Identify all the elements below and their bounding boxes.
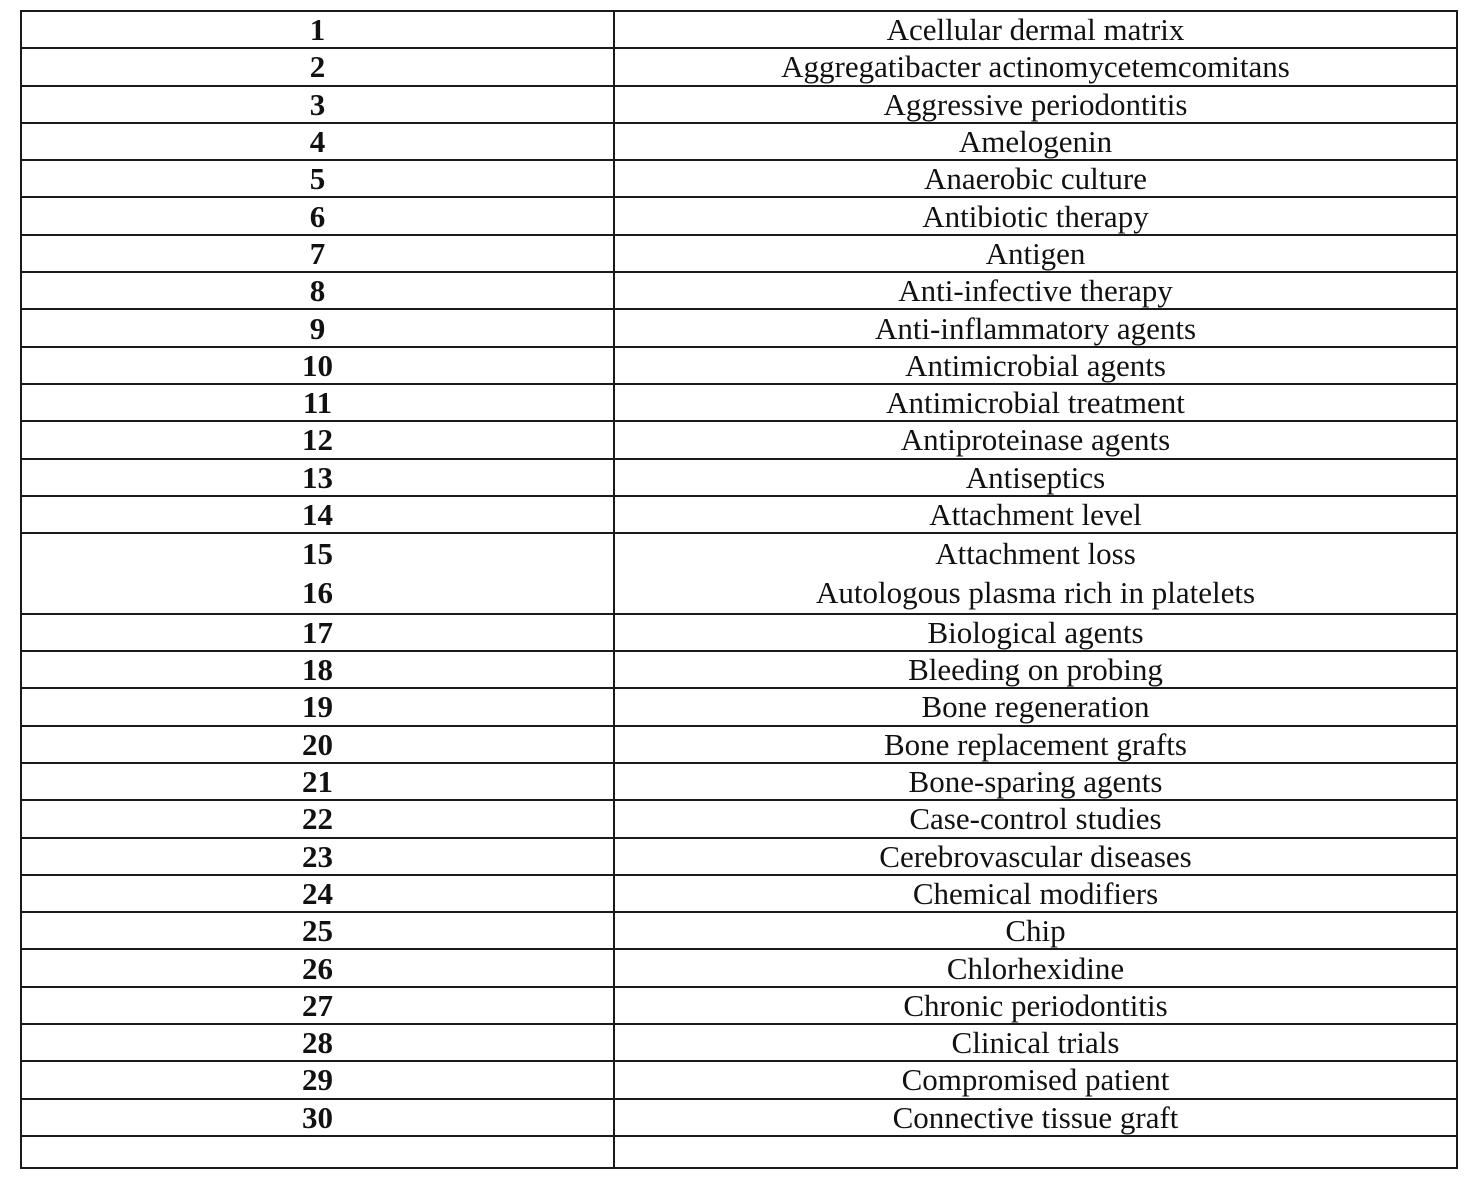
row-number-cell [21, 459, 614, 496]
row-number: 1 [309, 12, 326, 48]
row-number-cell [21, 614, 614, 651]
row-number: 16 [302, 575, 333, 611]
row-number: 9 [309, 310, 326, 346]
table-row [21, 688, 1457, 725]
term-cell [614, 459, 1457, 496]
term-text: Aggregatibacter actinomycetemcomitans [781, 49, 1290, 85]
row-number-cell [21, 11, 614, 48]
row-number: 27 [302, 987, 333, 1023]
term-text: Connective tissue graft [892, 1099, 1179, 1135]
row-number: 20 [302, 726, 333, 762]
terms-table-merged-body [21, 533, 1457, 614]
term-cell [614, 160, 1457, 197]
table-row [21, 11, 1457, 48]
row-number-cell [21, 912, 614, 949]
row-number-cell [21, 726, 614, 763]
term-cell [614, 688, 1457, 725]
row-number-cell [21, 1061, 614, 1098]
row-number: 8 [309, 273, 326, 309]
table-row [21, 421, 1457, 458]
terms-table-cut-body [21, 1136, 1457, 1168]
term-cell [614, 421, 1457, 458]
term-cell [614, 838, 1457, 875]
terms-table-body-lower [21, 614, 1457, 1136]
table-row [21, 838, 1457, 875]
row-number-cell [21, 496, 614, 533]
term-text: Clinical trials [951, 1025, 1120, 1061]
term-text: Autologous plasma rich in platelets [815, 575, 1256, 611]
row-number-cell [21, 160, 614, 197]
terms-table-body [21, 11, 1457, 533]
term-cell [614, 123, 1457, 160]
table-row [21, 123, 1457, 160]
term-cell [614, 949, 1457, 986]
term-text: Amelogenin [958, 124, 1113, 160]
term-cell [614, 763, 1457, 800]
term-text: Anti-infective therapy [898, 273, 1173, 309]
table-row [21, 912, 1457, 949]
table-row [21, 614, 1457, 651]
term-text: Bone regeneration [921, 689, 1150, 725]
row-number: 6 [309, 198, 326, 234]
table-row [21, 384, 1457, 421]
term-cell [614, 384, 1457, 421]
row-number: 18 [302, 652, 333, 688]
term-text: Antiproteinase agents [900, 422, 1171, 458]
table-row [21, 1061, 1457, 1098]
term-text: Chemical modifiers [912, 875, 1159, 911]
table-row [21, 272, 1457, 309]
row-number: 10 [302, 347, 333, 383]
term-text: Antibiotic therapy [922, 198, 1149, 234]
term-cell [614, 651, 1457, 688]
term-cell [614, 726, 1457, 763]
term-cell [614, 11, 1457, 48]
row-number: 26 [302, 950, 333, 986]
term-cell [614, 48, 1457, 85]
term-cell [614, 1061, 1457, 1098]
row-number: 11 [302, 385, 333, 421]
term-text: Compromised patient [901, 1062, 1170, 1098]
row-number-cell [21, 86, 614, 123]
row-number: 15 [302, 536, 333, 572]
term-text: Bone-sparing agents [908, 764, 1163, 800]
row-number: 12 [302, 422, 333, 458]
table-row [21, 48, 1457, 85]
row-number: 17 [302, 614, 333, 650]
table-row-merged [21, 533, 1457, 614]
term-text: Antimicrobial treatment [886, 385, 1185, 421]
term-cell [614, 533, 1457, 614]
table-row [21, 875, 1457, 912]
table-row [21, 309, 1457, 346]
term-cell [614, 309, 1457, 346]
term-text: Antiseptics [965, 459, 1106, 495]
term-cell [614, 1136, 1457, 1168]
term-text: Anti-inflammatory agents [874, 310, 1197, 346]
table-row [21, 496, 1457, 533]
table-row [21, 1099, 1457, 1136]
row-number: 7 [309, 235, 326, 271]
table-row [21, 949, 1457, 986]
term-text: Aggressive periodontitis [883, 86, 1188, 122]
term-text: Cerebrovascular diseases [879, 838, 1192, 874]
row-number: 2 [309, 49, 326, 85]
term-text: Chronic periodontitis [903, 987, 1168, 1023]
row-number: 3 [309, 86, 326, 122]
terms-table-container [20, 10, 1456, 1169]
row-number-cell [21, 688, 614, 725]
term-text: Anaerobic culture [924, 161, 1147, 197]
term-text: Case-control studies [909, 801, 1162, 837]
table-row [21, 800, 1457, 837]
terms-table [20, 10, 1458, 1169]
term-text: Bone replacement grafts [884, 726, 1187, 762]
row-number: 28 [302, 1025, 333, 1061]
row-number: 29 [302, 1062, 333, 1098]
term-cell [614, 197, 1457, 234]
term-cell [614, 496, 1457, 533]
row-number-cell [21, 1024, 614, 1061]
row-number-cell [21, 123, 614, 160]
row-number: 14 [302, 497, 333, 532]
term-text: Biological agents [927, 614, 1144, 650]
row-number-cell [21, 48, 614, 85]
row-number: 19 [302, 689, 333, 725]
row-number-cell [21, 235, 614, 272]
row-number-cell [21, 875, 614, 912]
term-text: Antimicrobial agents [905, 347, 1166, 383]
term-cell [614, 347, 1457, 384]
table-row [21, 987, 1457, 1024]
term-text: Antigen [985, 235, 1086, 271]
row-number-cell [21, 309, 614, 346]
table-row [21, 726, 1457, 763]
row-number: 13 [302, 459, 333, 495]
table-row [21, 197, 1457, 234]
row-number: 22 [302, 801, 333, 837]
row-number-cell [21, 1136, 614, 1168]
table-row [21, 651, 1457, 688]
row-number-cell [21, 421, 614, 458]
term-cell [614, 272, 1457, 309]
row-number: 5 [309, 161, 326, 197]
term-text: Attachment loss [935, 536, 1136, 572]
table-row [21, 347, 1457, 384]
term-cell [614, 86, 1457, 123]
term-cell [614, 1024, 1457, 1061]
term-text: Chip [1005, 913, 1066, 949]
table-row [21, 160, 1457, 197]
table-row [21, 235, 1457, 272]
row-number-cell [21, 949, 614, 986]
table-row [21, 1024, 1457, 1061]
row-number-cell [21, 1099, 614, 1136]
row-number: 24 [302, 875, 333, 911]
row-number-cell [21, 987, 614, 1024]
row-number-cell [21, 384, 614, 421]
row-number: 4 [309, 124, 326, 160]
table-row-cut-off [21, 1136, 1457, 1168]
row-number-cell [21, 763, 614, 800]
row-number: 21 [302, 764, 333, 800]
term-cell [614, 987, 1457, 1024]
term-cell [614, 875, 1457, 912]
table-row [21, 763, 1457, 800]
row-number-cell [21, 533, 614, 614]
table-row [21, 86, 1457, 123]
term-cell [614, 1099, 1457, 1136]
term-cell [614, 800, 1457, 837]
term-text: Bleeding on probing [908, 652, 1163, 688]
term-text: Chlorhexidine [946, 950, 1125, 986]
row-number-cell [21, 197, 614, 234]
row-number-cell [21, 838, 614, 875]
row-number: 23 [302, 838, 333, 874]
row-number-cell [21, 800, 614, 837]
row-number-cell [21, 272, 614, 309]
row-number: 30 [302, 1099, 333, 1135]
term-cell [614, 614, 1457, 651]
table-row [21, 459, 1457, 496]
term-text: Attachment level [929, 497, 1142, 532]
term-cell [614, 912, 1457, 949]
row-number: 25 [302, 913, 333, 949]
row-number-cell [21, 651, 614, 688]
term-text: Acellular dermal matrix [886, 12, 1185, 48]
term-cell [614, 235, 1457, 272]
row-number-cell [21, 347, 614, 384]
